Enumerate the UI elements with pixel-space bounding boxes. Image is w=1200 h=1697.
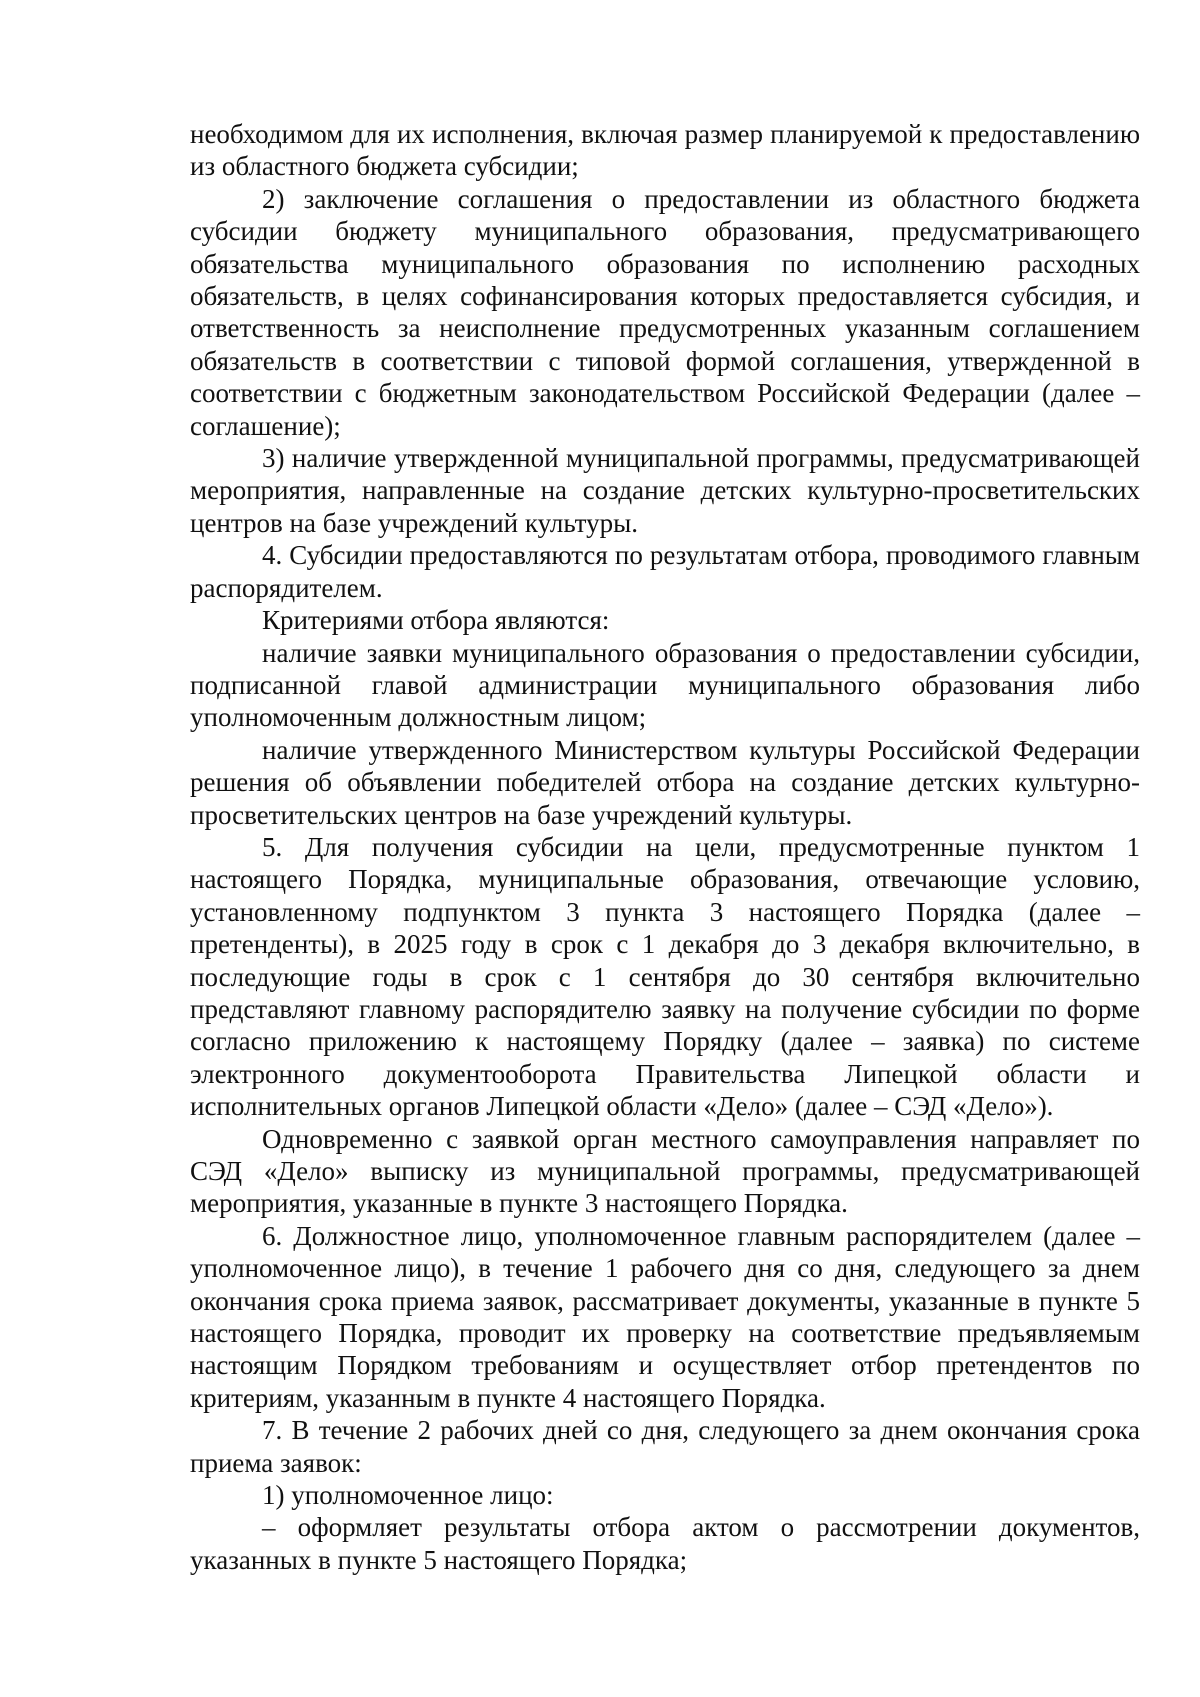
paragraph-criterion-1: наличие заявки муниципального образования о предоставлении субсидии, подписанной главой администрации муниципального образования либо уполномоченным должностным лицом; (190, 637, 1140, 733)
paragraph-point-4: 4. Субсидии предоставляются по результатам отбора, проводимого главным распорядителем. (190, 540, 1140, 603)
paragraph-point-7-1-a: – оформляет результаты отбора актом о рассмотрении документов, указанных в пункте 5 настоящего Порядка; (190, 1512, 1140, 1575)
paragraph-item-3-2: 2) заключение соглашения о предоставлении из областного бюджета субсидии бюджету муниципального образования, предусматривающего обязательства муниципального образования по исполнению расходных обязательств, в целях софинансирования которых предоставляется субсидия, и ответственность за неисполнение предусмотренных указанным соглашением обязательств в соответствии с типовой формой соглашения, утвержденной в соответствии с бюджетным законодательством Российской Федерации (далее – соглашение); (190, 183, 1140, 441)
paragraph-point-7: 7. В течение 2 рабочих дней со дня, следующего за днем окончания срока приема заявок: (190, 1415, 1140, 1478)
paragraph-point-5: 5. Для получения субсидии на цели, предусмотренные пунктом 1 настоящего Порядка, муниципальные образования, отвечающие условию, установленному подпунктом 3 пункта 3 настоящего Порядка (далее – претенденты), в 2025 году в срок с 1 декабря до 3 декабря включительно, в последующие годы в срок с 1 сентября до 30 сентября включительно представляют главному распорядителю заявку на получение субсидии по форме согласно приложению к настоящему Порядку (далее – заявка) по системе электронного документооборота Правительства Липецкой области и исполнительных органов Липецкой области «Дело» (далее – СЭД «Дело»). (190, 831, 1140, 1122)
paragraph-point-5-extract: Одновременно с заявкой орган местного самоуправления направляет по СЭД «Дело» выписку из муниципальной программы, предусматривающей мероприятия, указанные в пункте 3 настоящего Порядка. (190, 1123, 1140, 1219)
paragraph-criteria-heading: Критериями отбора являются: (262, 605, 610, 636)
document-page (190, 118, 1140, 1576)
paragraph-criterion-2: наличие утвержденного Министерством культуры Российской Федерации решения об объявлении победителей отбора на создание детских культурно-просветительских центров на базе учреждений культуры. (190, 734, 1140, 830)
paragraph-continuation: необходимом для их исполнения, включая размер планируемой к предоставлению из областного бюджета субсидии; (190, 119, 1140, 182)
paragraph-point-6: 6. Должностное лицо, уполномоченное главным распорядителем (далее – уполномоченное лицо), в течение 1 рабочего дня со дня, следующего за днем окончания срока приема заявок, рассматривает документы, указанные в пункте 5 настоящего Порядка, проводит их проверку на соответствие предъявляемым настоящим Порядком требованиям и осуществляет отбор претендентов по критериям, указанным в пункте 4 настоящего Порядка. (190, 1220, 1140, 1413)
paragraph-item-3-3: 3) наличие утвержденной муниципальной программы, предусматривающей мероприятия, направленные на создание детских культурно-просветительских центров на базе учреждений культуры. (190, 443, 1140, 538)
paragraph-point-7-1: 1) уполномоченное лицо: (262, 1480, 554, 1511)
